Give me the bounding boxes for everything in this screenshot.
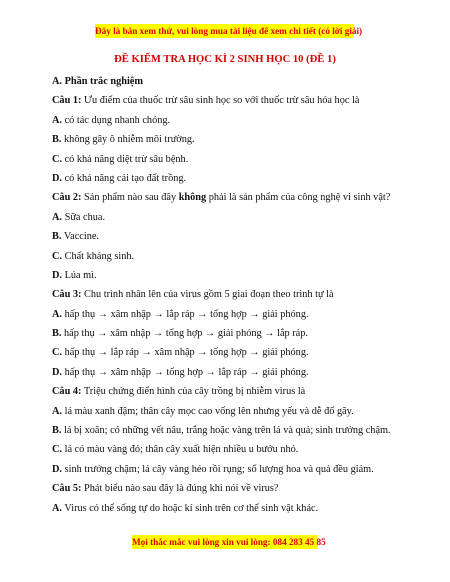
option-text: Virus có thể sống tự do hoặc kí sinh trên cơ thể sinh vật khác. — [62, 502, 319, 514]
option-text: hấp thụ → xâm nhập → tổng hợp → lắp ráp → giải phóng. — [62, 366, 309, 378]
option-letter: A. — [52, 502, 63, 514]
option-letter: D. — [52, 366, 63, 378]
option-text: có tác dụng nhanh chóng. — [62, 114, 171, 126]
option-text: Chất kháng sinh. — [62, 250, 135, 262]
option-letter: C. — [52, 153, 63, 165]
option-1c — [52, 154, 432, 166]
option-letter: B. — [52, 425, 62, 437]
option-3a — [52, 309, 432, 321]
question-1 — [52, 95, 432, 107]
question-text: Sản phẩm nào sau đây — [81, 192, 179, 204]
question-text: Chu trình nhân lên của virus gồm 5 giai đoạn theo trình tự là — [81, 289, 334, 301]
option-4b — [52, 425, 432, 437]
option-1b — [52, 134, 432, 146]
option-4a — [52, 406, 432, 418]
option-letter: A. — [52, 114, 63, 126]
question-label: Câu 3: — [52, 289, 82, 301]
option-text: lá có màu vàng đỏ; thân cây xuất hiện nhiều u bướu nhỏ. — [62, 444, 299, 456]
option-text: có khả năng diệt trừ sâu bệnh. — [62, 153, 189, 165]
contact-footer: Mọi thắc mắc vui lòng xin vui lòng: 084 283 45 85 — [132, 537, 326, 547]
section-heading: A. Phần trắc nghiệm — [52, 76, 143, 87]
option-letter: D. — [52, 269, 63, 281]
option-4d — [52, 464, 432, 476]
option-text: có khả năng cải tạo đất trồng. — [62, 172, 187, 184]
option-2d — [52, 270, 432, 282]
question-2 — [52, 192, 432, 204]
option-3b — [52, 328, 432, 340]
option-letter: A. — [52, 211, 63, 223]
option-text: lá bị xoăn; có những vết nâu, trắng hoặc vàng trên lá và quả; sinh trưởng chậm. — [61, 425, 391, 437]
option-text: hấp thụ → xâm nhập → tổng hợp → giải phóng → lắp ráp. — [61, 328, 308, 340]
option-3d — [52, 367, 432, 379]
option-text: Lúa mì. — [62, 269, 97, 281]
question-4 — [52, 386, 432, 398]
option-2c — [52, 251, 432, 263]
option-letter: D. — [52, 172, 63, 184]
option-letter: C. — [52, 444, 63, 456]
option-2b — [52, 231, 432, 243]
option-text: không gây ô nhiễm môi trường. — [61, 134, 195, 146]
question-3 — [52, 289, 432, 301]
question-text: Ưu điểm của thuốc trừ sâu sinh học so với thuốc trừ sâu hóa học là — [81, 95, 360, 107]
option-letter: D. — [52, 463, 63, 475]
document-body — [52, 76, 432, 522]
document-title: ĐỀ KIỂM TRA HỌC KÌ 2 SINH HỌC 10 (ĐỀ 1) — [114, 54, 336, 65]
option-1d — [52, 173, 432, 185]
question-text: Triệu chứng điển hình của cây trồng bị nhiễm virus là — [81, 386, 306, 398]
preview-banner: Đây là bản xem thử, vui lòng mua tài liệu để xem chi tiết (có lời giải) — [95, 26, 363, 36]
option-text: hấp thụ → lắp ráp → xâm nhập → tổng hợp → giải phóng. — [62, 347, 309, 359]
option-2a — [52, 212, 432, 224]
option-text: hấp thụ → xâm nhập → lắp ráp → tổng hợp → giải phóng. — [62, 308, 309, 320]
option-letter: B. — [52, 134, 62, 146]
option-4c — [52, 444, 432, 456]
question-label: Câu 5: — [52, 483, 82, 495]
option-letter: C. — [52, 250, 63, 262]
option-letter: A. — [52, 308, 63, 320]
question-label: Câu 4: — [52, 386, 82, 398]
option-text: sinh trưởng chậm; lá cây vàng héo rồi rụng; số lượng hoa và quả đều giảm. — [62, 463, 374, 475]
option-text: Vaccine. — [61, 231, 100, 243]
question-5 — [52, 483, 432, 495]
option-1a — [52, 115, 432, 127]
option-5a — [52, 503, 432, 515]
question-text: Phát biểu nào sau đây là đúng khi nói về virus? — [81, 483, 279, 495]
question-text: phải là sản phẩm của công nghệ vi sinh vật? — [206, 192, 391, 204]
question-emphasis: không — [178, 192, 207, 204]
option-letter: B. — [52, 328, 62, 340]
option-text: Sữa chua. — [62, 211, 106, 223]
question-label: Câu 1: — [52, 95, 82, 107]
option-text: lá màu xanh đậm; thân cây mọc cao vống lên nhưng yếu và dễ đổ gãy. — [62, 405, 354, 417]
option-3c — [52, 347, 432, 359]
option-letter: B. — [52, 231, 62, 243]
option-letter: C. — [52, 347, 63, 359]
option-letter: A. — [52, 405, 63, 417]
question-label: Câu 2: — [52, 192, 82, 204]
